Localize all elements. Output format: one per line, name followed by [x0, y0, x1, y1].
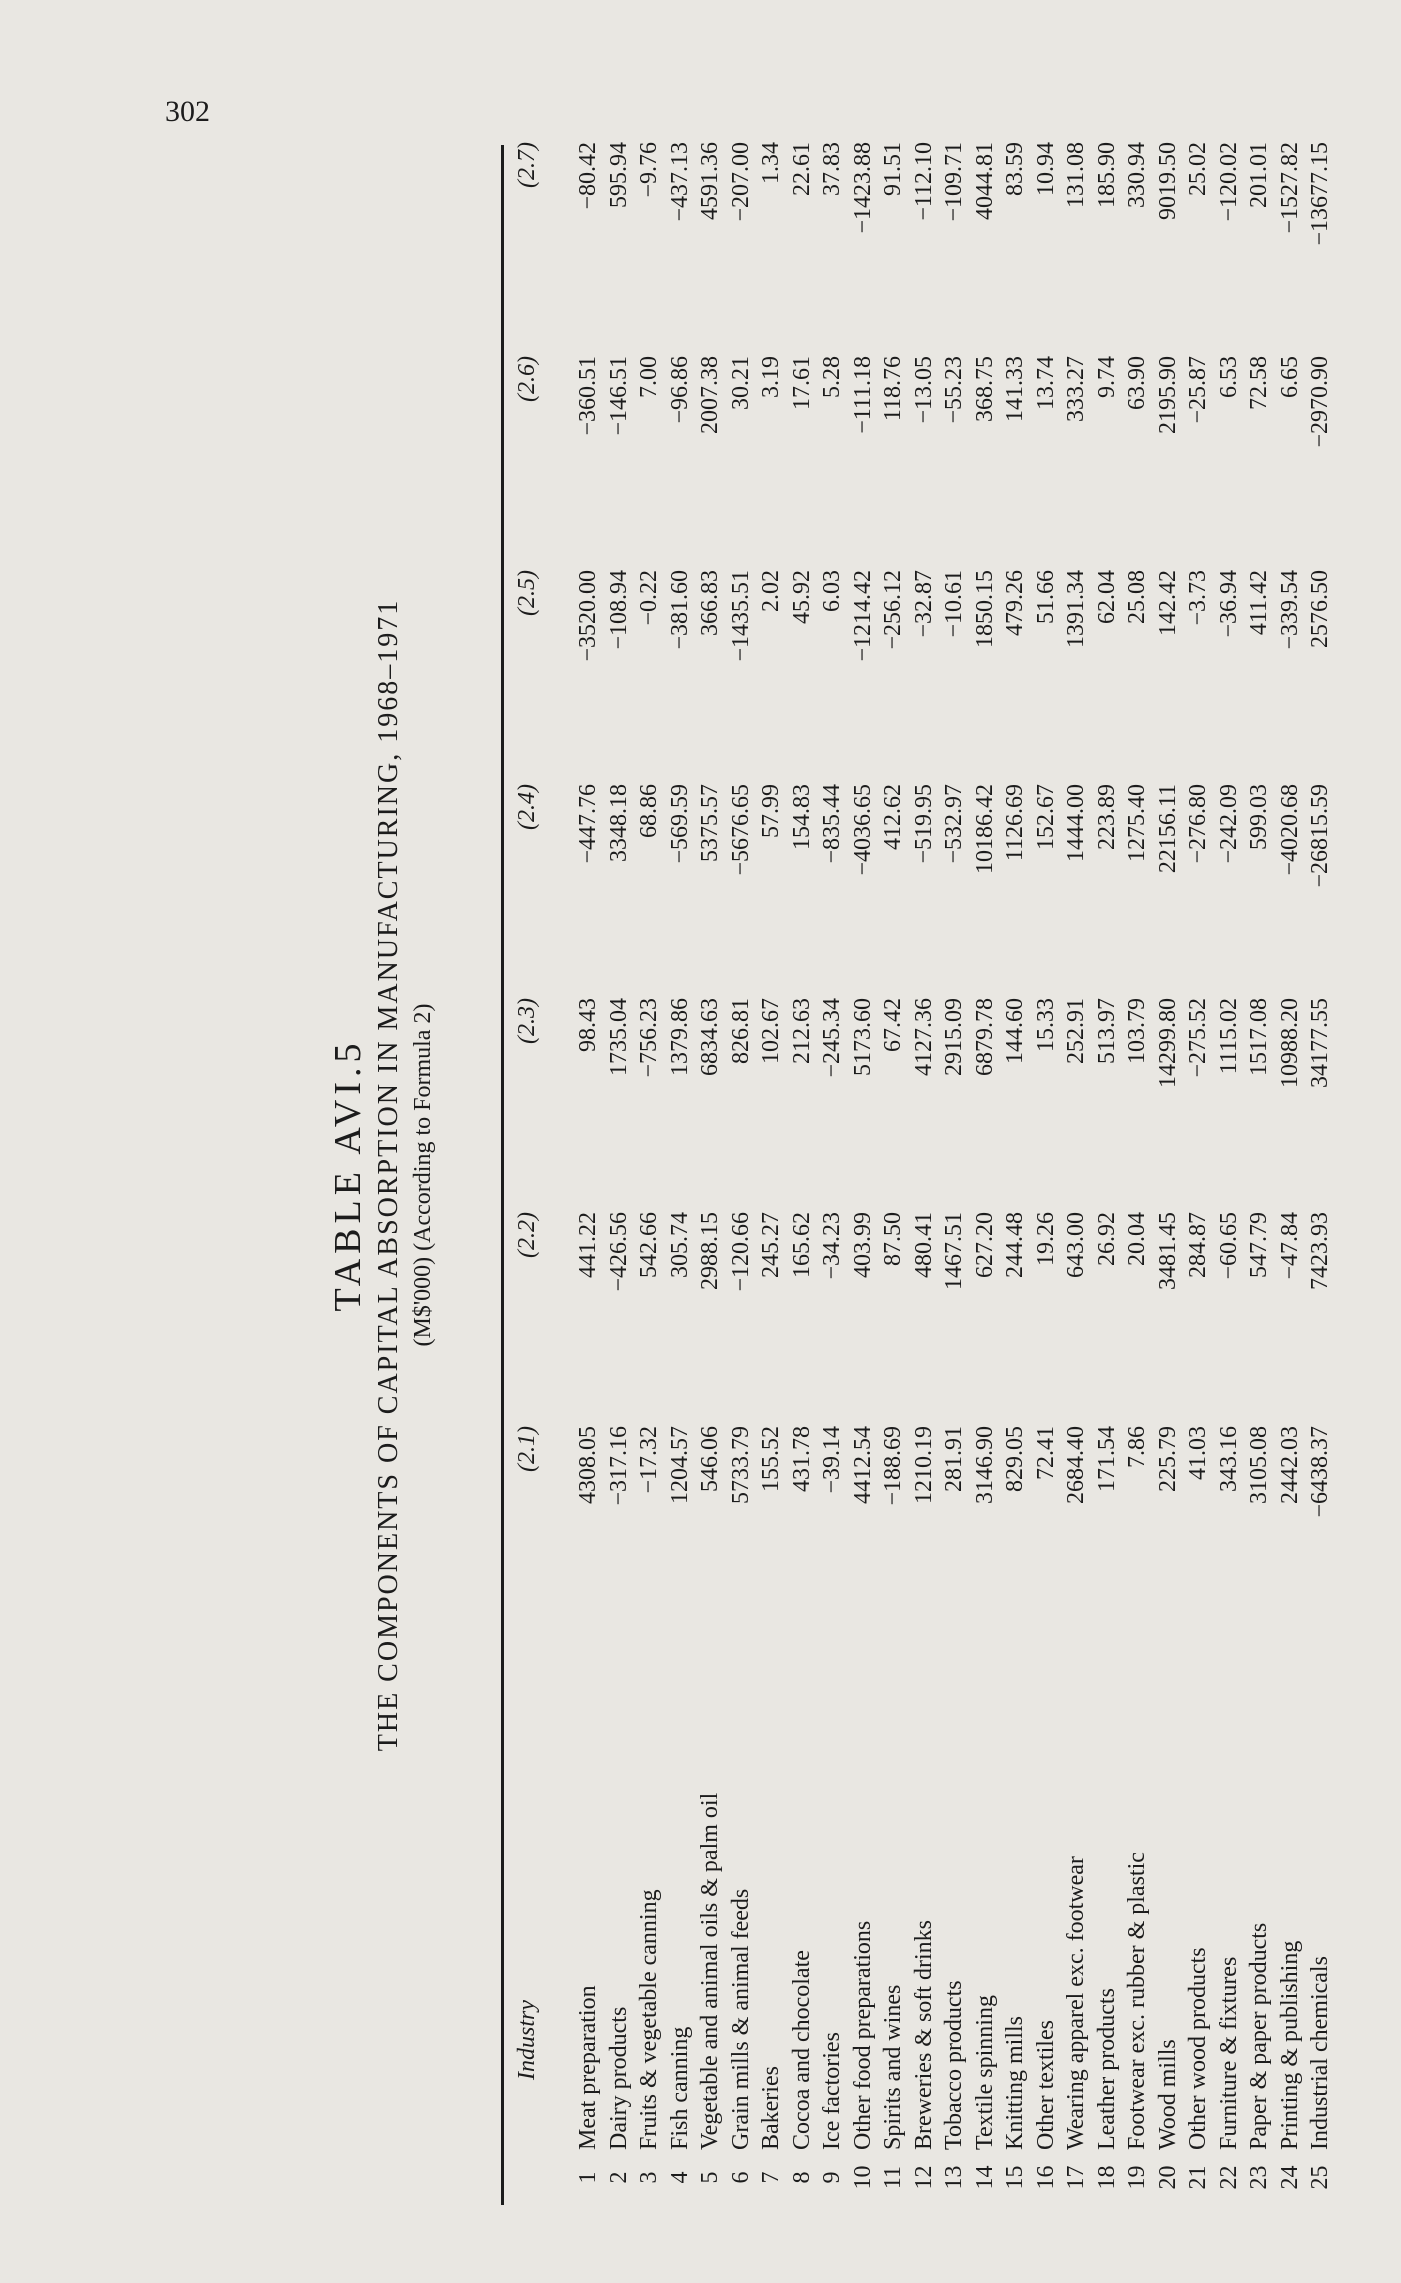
row-number: 11	[880, 2165, 906, 2190]
industry-name: Vegetable and animal oils & palm oil	[697, 1792, 723, 2150]
value-2-2: 19.26	[1032, 1212, 1059, 1266]
value-2-7: 4044.81	[971, 142, 998, 220]
value-2-7: −80.42	[575, 142, 601, 210]
value-2-3: 6879.78	[971, 998, 998, 1076]
value-2-5: −3520.00	[575, 570, 601, 662]
value-2-1: −6438.37	[1307, 1426, 1333, 1518]
value-2-7: 1.34	[758, 142, 784, 184]
value-2-7: −109.71	[941, 142, 967, 222]
value-2-3: 826.81	[727, 998, 754, 1064]
industry-name: Ice factories	[819, 2032, 845, 2150]
value-2-2: 2988.15	[697, 1212, 723, 1290]
value-2-4: −4020.68	[1276, 784, 1303, 876]
value-2-4: −569.59	[666, 784, 693, 864]
value-2-1: 225.79	[1154, 1426, 1181, 1492]
row-number: 24	[1276, 2165, 1303, 2190]
value-2-1: 7.86	[1124, 1426, 1150, 1468]
value-2-5: 366.83	[697, 570, 723, 636]
value-2-5: 25.08	[1124, 570, 1150, 624]
value-2-1: 72.41	[1032, 1426, 1059, 1480]
value-2-6: 6.65	[1276, 356, 1303, 398]
value-2-2: 87.50	[880, 1212, 906, 1266]
value-2-5: 6.03	[819, 570, 845, 612]
industry-name: Fruits & vegetable canning	[636, 1889, 662, 2150]
value-2-5: −108.94	[605, 570, 632, 650]
table-label: TABLE AVI.5	[327, 1038, 369, 1312]
value-2-5: 62.04	[1093, 570, 1120, 624]
page-number: 302	[165, 95, 210, 128]
value-2-3: 34177.55	[1307, 998, 1333, 1088]
row-number: 15	[1002, 2165, 1028, 2190]
value-2-3: 15.33	[1032, 998, 1059, 1052]
table-row	[939, 142, 970, 2205]
value-2-7: −1527.82	[1276, 142, 1303, 234]
industry-name: Printing & publishing	[1276, 1940, 1303, 2150]
value-2-6: 72.58	[1246, 356, 1272, 410]
value-2-5: −1214.42	[849, 570, 876, 662]
table-row	[726, 142, 757, 2205]
value-2-4: 1275.40	[1124, 784, 1150, 862]
industry-name: Dairy products	[605, 2006, 632, 2150]
value-2-7: 25.02	[1185, 142, 1211, 196]
header-col-2-2: (2.2)	[514, 1212, 540, 1258]
value-2-7: −13677.15	[1307, 142, 1333, 246]
value-2-1: 3105.08	[1246, 1426, 1272, 1504]
table-row	[553, 142, 604, 2205]
industry-name: Fish canning	[666, 2026, 693, 2150]
value-2-7: −120.02	[1215, 142, 1242, 222]
value-2-2: 643.00	[1063, 1212, 1089, 1278]
row-number: 10	[849, 2165, 876, 2190]
value-2-4: 223.89	[1093, 784, 1120, 850]
industry-name: Knitting mills	[1002, 2015, 1028, 2150]
value-2-1: 171.54	[1093, 1426, 1120, 1492]
industry-name: Tobacco products	[941, 1980, 967, 2150]
header-col-2-1: (2.1)	[514, 1426, 540, 1472]
table-row	[909, 142, 940, 2205]
value-2-6: −13.05	[910, 356, 937, 424]
value-2-4: −5676.65	[727, 784, 754, 876]
value-2-1: 343.16	[1215, 1426, 1242, 1492]
value-2-4: −519.95	[910, 784, 937, 864]
value-2-7: −1423.88	[849, 142, 876, 234]
value-2-2: −47.84	[1276, 1212, 1303, 1280]
value-2-5: 411.42	[1246, 570, 1272, 636]
value-2-5: −32.87	[910, 570, 937, 638]
industry-name: Paper & paper products	[1246, 1922, 1272, 2150]
value-2-5: −0.22	[636, 570, 662, 626]
table-subtitle: (M$'000) (According to Formula 2)	[410, 1003, 436, 1347]
value-2-3: 252.91	[1063, 998, 1089, 1064]
row-number: 22	[1215, 2165, 1242, 2190]
value-2-4: 57.99	[758, 784, 784, 838]
table-row	[970, 142, 1001, 2205]
row-number: 3	[636, 2171, 662, 2184]
industry-name: Bakeries	[758, 2066, 784, 2150]
value-2-3: −245.34	[819, 998, 845, 1078]
value-2-3: 212.63	[788, 998, 815, 1064]
row-number: 16	[1032, 2165, 1059, 2190]
value-2-7: 330.94	[1124, 142, 1150, 208]
value-2-5: −10.61	[941, 570, 967, 638]
value-2-5: 51.66	[1032, 570, 1059, 624]
value-2-4: 599.03	[1246, 784, 1272, 850]
table-row	[756, 142, 787, 2205]
value-2-4: 154.83	[788, 784, 815, 850]
value-2-4: −447.76	[575, 784, 601, 864]
value-2-4: −532.97	[941, 784, 967, 864]
value-2-2: 284.87	[1185, 1212, 1211, 1278]
rotated-table-block	[325, 142, 1375, 2205]
table-row	[878, 142, 909, 2205]
value-2-7: 131.08	[1063, 142, 1089, 208]
row-number: 20	[1154, 2165, 1181, 2190]
value-2-2: 542.66	[636, 1212, 662, 1278]
value-2-1: 431.78	[788, 1426, 815, 1492]
row-number: 2	[605, 2171, 632, 2184]
value-2-3: 102.67	[758, 998, 784, 1064]
industry-name: Cocoa and chocolate	[788, 1950, 815, 2150]
value-2-5: 142.42	[1154, 570, 1181, 636]
value-2-5: −3.73	[1185, 570, 1211, 626]
value-2-6: −55.23	[941, 356, 967, 424]
value-2-7: 185.90	[1093, 142, 1120, 208]
row-number: 14	[971, 2165, 998, 2190]
value-2-5: 1850.15	[971, 570, 998, 648]
industry-name: Industrial chemicals	[1307, 1956, 1333, 2150]
value-2-2: −120.66	[727, 1212, 754, 1292]
value-2-1: −17.32	[636, 1426, 662, 1494]
table-row	[1275, 142, 1306, 2205]
value-2-6: 141.33	[1002, 356, 1028, 422]
value-2-7: −112.10	[910, 142, 937, 221]
value-2-7: 595.94	[605, 142, 632, 208]
value-2-1: 5733.79	[727, 1426, 754, 1504]
industry-name: Meat preparation	[575, 1985, 601, 2150]
value-2-5: 2576.50	[1307, 570, 1333, 648]
row-number: 9	[819, 2171, 845, 2184]
value-2-2: −34.23	[819, 1212, 845, 1280]
industry-name: Footwear exc. rubber & plastic	[1124, 1852, 1150, 2150]
value-2-3: 144.60	[1002, 998, 1028, 1064]
value-2-1: −188.69	[880, 1426, 906, 1506]
capital-absorption-table	[504, 142, 1336, 2205]
value-2-7: 201.01	[1246, 142, 1272, 208]
value-2-3: 513.97	[1093, 998, 1120, 1064]
value-2-5: 1391.34	[1063, 570, 1089, 648]
value-2-4: −4036.65	[849, 784, 876, 876]
value-2-3: 6834.63	[697, 998, 723, 1076]
value-2-1: 4308.05	[575, 1426, 601, 1504]
row-number: 18	[1093, 2165, 1120, 2190]
row-number: 6	[727, 2171, 754, 2184]
row-number: 5	[697, 2171, 723, 2184]
header-col-2-4: (2.4)	[514, 784, 540, 830]
header-row	[504, 142, 553, 2205]
value-2-2: 7423.93	[1307, 1212, 1333, 1290]
industry-name: Wood mills	[1154, 2039, 1181, 2150]
industry-name: Textile spinning	[971, 1995, 998, 2150]
value-2-7: 91.51	[880, 142, 906, 196]
row-number: 13	[941, 2165, 967, 2190]
value-2-3: 10988.20	[1276, 998, 1303, 1088]
industry-name: Furniture & fixtures	[1215, 1956, 1242, 2150]
header-col-2-7: (2.7)	[514, 142, 540, 188]
table-row	[1122, 142, 1153, 2205]
value-2-5: −1435.51	[727, 570, 754, 662]
value-2-7: −437.13	[666, 142, 693, 222]
value-2-1: −317.16	[605, 1426, 632, 1506]
table-caption	[325, 145, 439, 2205]
row-number: 21	[1185, 2165, 1211, 2190]
table-row	[1214, 142, 1245, 2205]
value-2-3: −275.52	[1185, 998, 1211, 1078]
value-2-2: 441.22	[575, 1212, 601, 1278]
table-row	[1305, 142, 1336, 2205]
value-2-6: 368.75	[971, 356, 998, 422]
value-2-7: 10.94	[1032, 142, 1059, 196]
industry-name: Other wood products	[1185, 1947, 1211, 2150]
value-2-2: 627.20	[971, 1212, 998, 1278]
value-2-4: 152.67	[1032, 784, 1059, 850]
value-2-4: 5375.57	[697, 784, 723, 862]
value-2-6: −146.51	[605, 356, 632, 436]
table-row	[817, 142, 848, 2205]
value-2-3: 67.42	[880, 998, 906, 1052]
value-2-4: −242.09	[1215, 784, 1242, 864]
table-row	[604, 142, 635, 2205]
value-2-6: −360.51	[575, 356, 601, 436]
value-2-6: 2007.38	[697, 356, 723, 434]
value-2-3: 5173.60	[849, 998, 876, 1076]
industry-name: Leather products	[1093, 1988, 1120, 2150]
value-2-1: 281.91	[941, 1426, 967, 1492]
value-2-2: 20.04	[1124, 1212, 1150, 1266]
value-2-5: −36.94	[1215, 570, 1242, 638]
value-2-2: 480.41	[910, 1212, 937, 1278]
value-2-6: −111.18	[849, 356, 876, 434]
value-2-1: 3146.90	[971, 1426, 998, 1504]
value-2-6: 17.61	[788, 356, 815, 410]
value-2-5: 2.02	[758, 570, 784, 612]
value-2-5: −256.12	[880, 570, 906, 650]
row-number: 7	[758, 2171, 784, 2184]
table-row	[1183, 142, 1214, 2205]
value-2-2: 547.79	[1246, 1212, 1272, 1278]
value-2-1: 829.05	[1002, 1426, 1028, 1492]
table-body	[553, 142, 1336, 2205]
value-2-6: 3.19	[758, 356, 784, 398]
value-2-1: 1210.19	[910, 1426, 937, 1504]
table-row	[1244, 142, 1275, 2205]
value-2-7: −9.76	[636, 142, 662, 198]
industry-name: Breweries & soft drinks	[910, 1920, 937, 2150]
value-2-2: 244.48	[1002, 1212, 1028, 1278]
header-industry	[504, 1640, 553, 2150]
value-2-1: 2442.03	[1276, 1426, 1303, 1504]
value-2-1: 1204.57	[666, 1426, 693, 1504]
value-2-4: 22156.11	[1154, 784, 1181, 874]
value-2-3: 98.43	[575, 998, 601, 1052]
value-2-3: 1379.86	[666, 998, 693, 1076]
table-wrapper	[501, 142, 1336, 2205]
value-2-7: 4591.36	[697, 142, 723, 220]
table-row	[1061, 142, 1092, 2205]
header-industry-label: Industry	[514, 2000, 540, 2080]
value-2-7: 37.83	[819, 142, 845, 196]
value-2-5: 45.92	[788, 570, 815, 624]
value-2-6: 5.28	[819, 356, 845, 398]
value-2-6: 333.27	[1063, 356, 1089, 422]
value-2-6: 2195.90	[1154, 356, 1181, 434]
value-2-7: −207.00	[727, 142, 754, 222]
industry-name: Grain mills & animal feeds	[727, 1888, 754, 2150]
value-2-3: 2915.09	[941, 998, 967, 1076]
value-2-2: 26.92	[1093, 1212, 1120, 1266]
value-2-5: 479.26	[1002, 570, 1028, 636]
table-row	[695, 142, 726, 2205]
value-2-1: 155.52	[758, 1426, 784, 1492]
value-2-4: −835.44	[819, 784, 845, 864]
value-2-6: 13.74	[1032, 356, 1059, 410]
value-2-3: 1115.02	[1215, 998, 1242, 1075]
value-2-1: 41.03	[1185, 1426, 1211, 1480]
value-2-6: 9.74	[1093, 356, 1120, 398]
value-2-2: 1467.51	[941, 1212, 967, 1290]
table-title: THE COMPONENTS OF CAPITAL ABSORPTION IN MANUFACTURING, 1968–1971	[373, 598, 404, 1752]
row-number: 12	[910, 2165, 937, 2190]
value-2-4: −26815.59	[1307, 784, 1333, 888]
table-row	[1000, 142, 1031, 2205]
value-2-3: −756.23	[636, 998, 662, 1078]
row-number: 1	[575, 2171, 601, 2184]
value-2-6: 30.21	[727, 356, 754, 410]
value-2-5: −381.60	[666, 570, 693, 650]
table-header	[504, 142, 553, 2205]
value-2-7: 22.61	[788, 142, 815, 196]
value-2-3: 1517.08	[1246, 998, 1272, 1076]
value-2-4: 10186.42	[971, 784, 998, 874]
row-number: 23	[1246, 2165, 1272, 2190]
value-2-6: 63.90	[1124, 356, 1150, 410]
header-number	[504, 2150, 553, 2205]
table-row	[1153, 142, 1184, 2205]
value-2-1: −39.14	[819, 1426, 845, 1494]
header-col-2-3: (2.3)	[514, 998, 540, 1044]
value-2-7: 9019.50	[1154, 142, 1181, 220]
value-2-3: 14299.80	[1154, 998, 1181, 1088]
value-2-4: 1444.00	[1063, 784, 1089, 862]
value-2-2: 245.27	[758, 1212, 784, 1278]
row-number: 8	[788, 2171, 815, 2184]
value-2-3: 1735.04	[605, 998, 632, 1076]
value-2-4: 3348.18	[605, 784, 632, 862]
value-2-6: 6.53	[1215, 356, 1242, 398]
industry-name: Spirits and wines	[880, 1984, 906, 2150]
value-2-7: 83.59	[1002, 142, 1028, 196]
header-col-2-6: (2.6)	[514, 356, 540, 402]
table-row	[787, 142, 818, 2205]
value-2-6: −25.87	[1185, 356, 1211, 424]
value-2-1: 2684.40	[1063, 1426, 1089, 1504]
industry-name: Wearing apparel exc. footwear	[1063, 1856, 1089, 2150]
value-2-2: 165.62	[788, 1212, 815, 1278]
table-row	[634, 142, 665, 2205]
value-2-2: 3481.45	[1154, 1212, 1181, 1290]
value-2-5: −339.54	[1276, 570, 1303, 650]
industry-name: Other food preparations	[849, 1920, 876, 2150]
value-2-2: −426.56	[605, 1212, 632, 1292]
header-col-2-5: (2.5)	[514, 570, 540, 616]
row-number: 19	[1124, 2165, 1150, 2190]
value-2-4: −276.80	[1185, 784, 1211, 864]
value-2-2: 305.74	[666, 1212, 693, 1278]
row-number: 25	[1307, 2165, 1333, 2190]
value-2-1: 546.06	[697, 1426, 723, 1492]
industry-name: Other textiles	[1032, 2020, 1059, 2150]
value-2-2: 403.99	[849, 1212, 876, 1278]
value-2-6: 118.76	[880, 356, 906, 422]
value-2-6: 7.00	[636, 356, 662, 398]
table-row	[665, 142, 696, 2205]
value-2-3: 103.79	[1124, 998, 1150, 1064]
value-2-4: 1126.69	[1002, 784, 1028, 862]
table-row	[1031, 142, 1062, 2205]
row-number: 17	[1063, 2165, 1089, 2190]
value-2-6: −2970.90	[1307, 356, 1333, 448]
value-2-1: 4412.54	[849, 1426, 876, 1504]
value-2-2: −60.65	[1215, 1212, 1242, 1280]
value-2-4: 412.62	[880, 784, 906, 850]
table-row	[1092, 142, 1123, 2205]
value-2-4: 68.86	[636, 784, 662, 838]
row-number: 4	[666, 2171, 693, 2184]
table-row	[848, 142, 879, 2205]
value-2-3: 4127.36	[910, 998, 937, 1076]
value-2-6: −96.86	[666, 356, 693, 424]
